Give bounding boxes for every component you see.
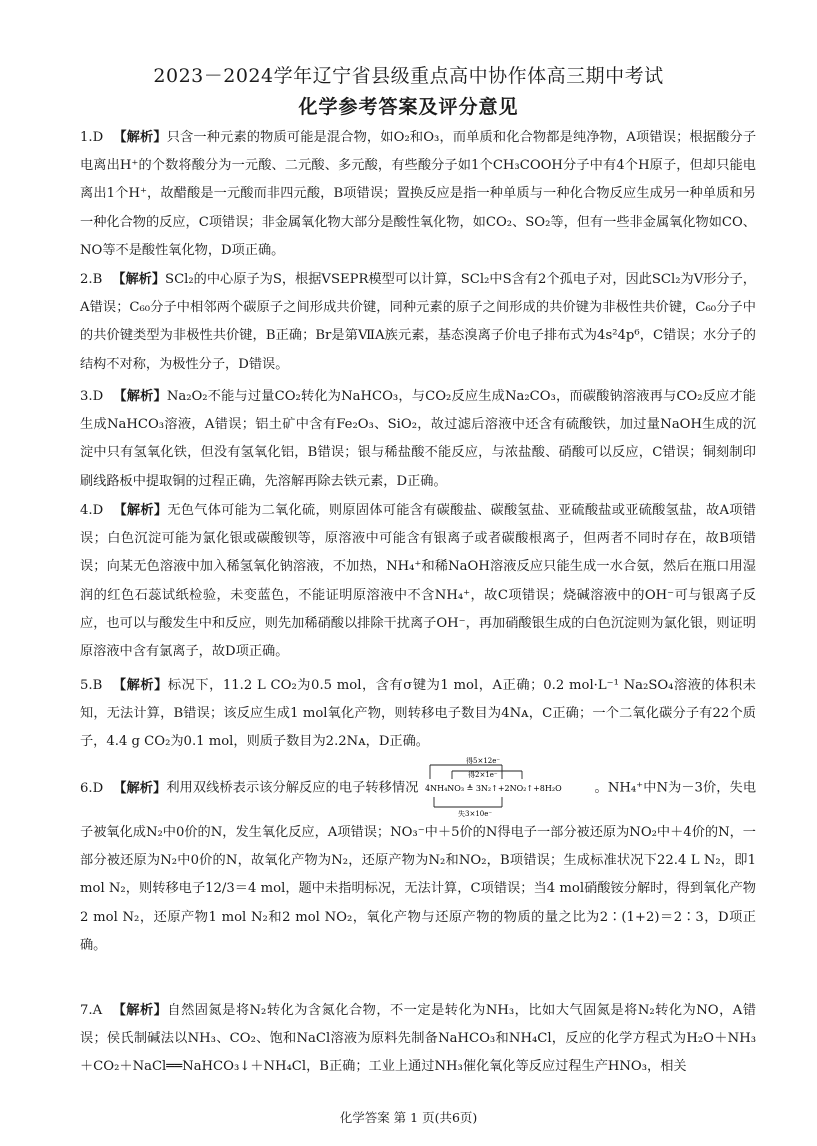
question-number: 5.B [80, 678, 103, 693]
analysis-tag: 【解析】 [113, 780, 167, 796]
question-number: 6.D [80, 780, 104, 796]
analysis-text: SCl₂的中心原子为S，根据VSEPR模型可以计算，SCl₂中S含有2个孤电子对，因此SCl₂为V形分子，A错误；C₆₀分子中相邻两个碳原子之间形成共价键，同种元素的原子之间形成的共价键为非极性共价键，C₆₀分子中的共价键类型为非极性共价键，B正确；Br是第ⅦA族元素，基态溴离子价电子排布式为4s²4p⁶，C错误；水分子的结构不对称，为极性分子，D错误。 [80, 272, 756, 372]
gain-label-top: 得5×12e⁻ [466, 757, 501, 765]
analysis-tag: 【解析】 [112, 678, 168, 693]
gain-label-mid: 得2×1e⁻ [468, 771, 499, 779]
reaction-equation: 4NH₄NO₃ ≜ 3N₂↑+2NO₂↑+8H₂O [425, 784, 563, 793]
question-number: 1.D [80, 130, 104, 145]
electron-transfer-diagram [422, 757, 590, 819]
analysis-tag: 【解析】 [112, 1003, 168, 1018]
question-number: 2.B [80, 272, 103, 287]
analysis-text: 无色气体可能为二氧化硫，则原固体可能含有碳酸盐、碳酸氢盐、亚硫酸盐或亚硫酸氢盐，故A项错误；白色沉淀可能为氯化银或碳酸钡等，原溶液中可能含有银离子或者碳酸根离子，但两者不同时存在，故B项错误；向某无色溶液中加入稀氢氧化钠溶液，不加热，NH₄⁺和稀NaOH溶液反应只能生成一水合氨，然后在瓶口用湿润的红色石蕊试纸检验，未变蓝色，不能证明原溶液中不含NH₄⁺，故C项错误；烧碱溶液中的OH⁻可与银离子反应，也可以与酸发生中和反应，则先加稀硝酸以排除干扰离子OH⁻，再加硝酸银生成的白色沉淀则为氯化银，则证明原溶液中含有氯离子，故D项正确。 [80, 503, 756, 660]
question-2 [80, 266, 756, 379]
analysis-tag: 【解析】 [112, 272, 166, 287]
analysis-text-before: 利用双线桥表示该分解反应的电子转移情况 [166, 780, 419, 796]
exam-title: 2023－2024学年辽宁省县级重点高中协作体高三期中考试 [153, 65, 664, 87]
analysis-text: Na₂O₂不能与过量CO₂转化为NaHCO₃，与CO₂反应生成Na₂CO₃，而碳酸钠溶液再与CO₂反应才能生成NaHCO₃溶液，A错误；铝土矿中含有Fe₂O₃、SiO₂，故过滤后溶液中还含有硫酸铁，加过量NaOH生成的沉淀中只有氢氧化铁，但没有氢氧化铝，B错误；银与稀盐酸不能反应，与浓盐酸、硝酸可以反应，C错误；铜刻制印刷线路板中提取铜的过程正确，先溶解再除去铁元素，D正确。 [80, 389, 756, 489]
answer-subtitle: 化学参考答案及评分意见 [298, 96, 519, 118]
analysis-tag: 【解析】 [113, 503, 168, 518]
analysis-text: 只含一种元素的物质可能是混合物，如O₂和O₃，而单质和化合物都是纯净物，A项错误；根据酸分子电离出H⁺的个数将酸分为一元酸、二元酸、多元酸，有些酸分子如1个CH₃COOH分子中有4个H原子，但却只能电离出1个H⁺，故醋酸是一元酸而非四元酸，B项错误；置换反应是指一种单质与一种化合物反应生成另一种单质和另一种化合物的反应，C项错误；非金属氧化物大部分是酸性氧化物，如CO₂、SO₂等，但有一些非金属氧化物如CO、NO等不是酸性氧化物，D项正确。 [80, 130, 757, 258]
question-number: 7.A [80, 1003, 103, 1018]
question-4 [80, 497, 756, 666]
analysis-tag: 【解析】 [113, 389, 167, 404]
question-7 [80, 997, 756, 1082]
question-1 [80, 124, 756, 265]
analysis-text-after: 。NH₄⁺中N为－3价，失电子被氧化成N₂中0价的N，发生氧化反应，A项错误；NO₃⁻中＋5价的N得电子一部分被还原为NO₂中＋4价的N，一部分被还原为N₂中0价的N，故氧化产物为N₂，还原产物为N₂和NO₂，B项错误；生成标准状况下22.4 L N₂，即1 mol N₂，则转移电子12/3＝4 mol，题中未指明标况，无法计算，C项错误；当4 mol硝酸铵分解时，得到氧化产物2 mol N₂，还原产物1 mol N₂和2 mol NO₂，氧化产物与还原产物的物质的量之比为2∶(1+2)＝2∶3，D项正确。 [80, 780, 757, 953]
question-number: 4.D [80, 503, 104, 518]
question-5 [80, 672, 756, 757]
analysis-text: 自然固氮是将N₂转化为含氮化合物，不一定是转化为NH₃，比如大气固氮是将N₂转化为NO，A错误；侯氏制碱法以NH₃、CO₂、饱和NaCl溶液为原料先制备NaHCO₃和NH₄Cl，反应的化学方程式为H₂O＋NH₃＋CO₂＋NaCl══NaHCO₃↓＋NH₄Cl，B正确；工业上通过NH₃催化氧化等反应过程生产HNO₃，相关 [80, 1003, 757, 1075]
analysis-text: 标况下，11.2 L CO₂为0.5 mol，含有σ键为1 mol，A正确；0.2 mol·L⁻¹ Na₂SO₄溶液的体积未知，无法计算，B错误；该反应生成1 mol氧化产物，则转移电子数目为4Nᴀ，C正确；一个二氧化碳分子有22个质子，4.4 g CO₂为0.1 mol，则质子数目为2.2Nᴀ，D正确。 [80, 678, 756, 750]
analysis-tag: 【解析】 [113, 130, 167, 145]
question-6 [80, 757, 756, 960]
question-number: 3.D [80, 389, 104, 404]
loss-label-bottom: 失3×10e⁻ [458, 810, 493, 818]
question-3 [80, 383, 756, 496]
page-footer: 化学答案 第 1 页(共6页) [339, 1110, 478, 1125]
double-bridge-svg [422, 757, 590, 819]
